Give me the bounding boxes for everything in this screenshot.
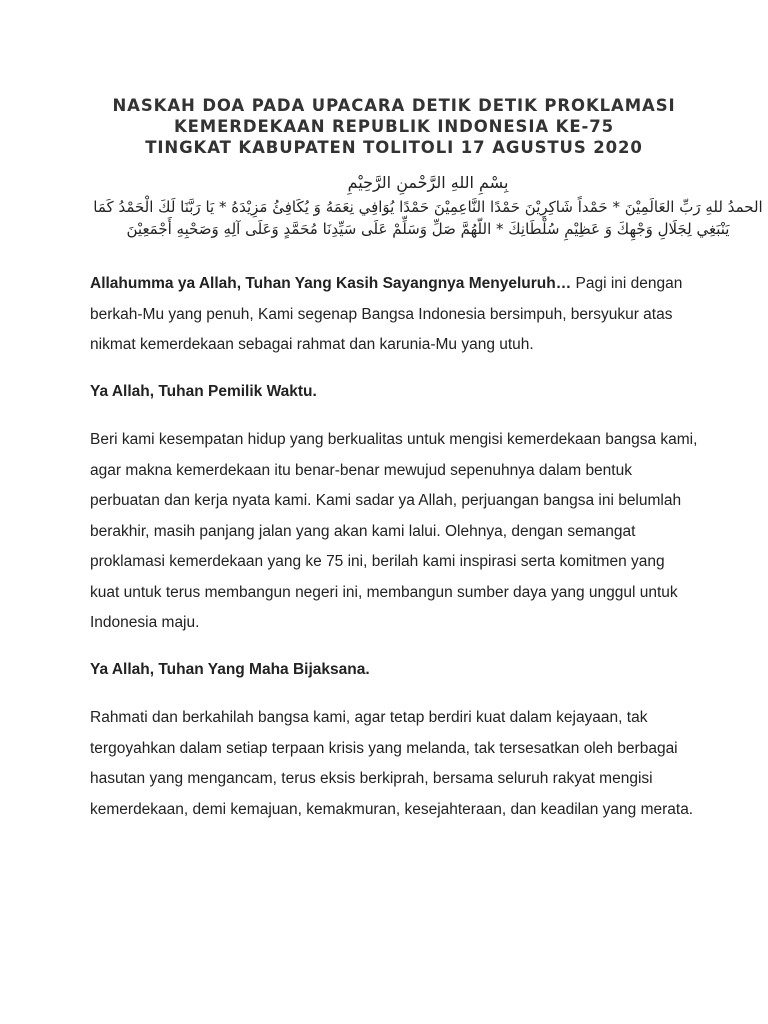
document-title (90, 0, 698, 158)
intro-paragraph (90, 269, 698, 361)
title-line-2: KEMERDEKAAN REPUBLIK INDONESIA KE-75 (173, 117, 615, 136)
title-line-1: NASKAH DOA PADA UPACARA DETIK DETIK PROKLAMASI (112, 96, 676, 115)
section-paragraph-pemilik-waktu: Beri kami kesempatan hidup yang berkualitas untuk mengisi kemerdekaan bangsa kami, agar makna kemerdekaan itu benar-benar mewujud sepenuhnya dalam bentuk perbuatan dan kerja nyata kami. Kami sadar ya Allah, perjuangan bangsa ini belumlah berakhir, masih panjang jalan yang akan kami lalui. Olehnya, dengan semangat proklamasi kemerdekaan yang ke 75 ini, berilah kami inspirasi serta komitmen yang kuat untuk terus membangun negeri ini, membangun sumber daya yang unggul untuk Indonesia maju. (90, 431, 698, 631)
prayer-body (90, 269, 698, 825)
arabic-hamdalah-text: الحمدُ للهِ رَبِّ العَالَمِيْنَ * حَمْداً شَاكِرِيْنَ حَمْدًا النَّاعِمِيْنَ حَمْدًا يُوَافِي نِعَمَهُ وَ يُكَافِئُ مَزِيْدَهُ * يَا رَبَّنَا لَكَ الْحَمْدُ كَمَا يَنْبَغِي لِجَلَالِ وَجْهِكَ وَ عَظِيْمِ سُلْطَانِكَ * اللّهُمَّ صَلِّ وَسَلِّمْ عَلَى سَيِّدِنَا مُحَمَّدٍ وَعَلَى آلِهِ وَصَحْبِهِ أَجْمَعِيْنَ (93, 198, 763, 238)
intro-lead: Allahumma ya Allah, Tuhan Yang Kasih Sayangnya Menyeluruh… (90, 275, 572, 292)
section-heading-pemilik-waktu: Ya Allah, Tuhan Pemilik Waktu. (90, 382, 317, 400)
title-line-3: TINGKAT KABUPATEN TOLITOLI 17 AGUSTUS 2020 (145, 138, 643, 157)
intro-text: Pagi ini dengan berkah-Mu yang penuh, Kami segenap Bangsa Indonesia bersimpuh, bersyukur atas nikmat kemerdekaan sebagai rahmat dan karunia-Mu yang utuh. (90, 275, 683, 353)
section-heading-maha-bijaksana: Ya Allah, Tuhan Yang Maha Bijaksana. (90, 660, 370, 678)
section-paragraph-maha-bijaksana: Rahmati dan berkahilah bangsa kami, agar tetap berdiri kuat dalam kejayaan, tak tergoyahkan dalam setiap terpaan krisis yang melanda, tak tersesatkan oleh berbagai hasutan yang mengancam, terus eksis berkiprah, bersama seluruh rakyat mengisi kemerdekaan, demi kemajuan, kemakmuran, kesejahteraan, dan keadilan yang merata. (90, 709, 694, 818)
arabic-prayer-opening (88, 172, 768, 240)
basmalah: بِسْمِ اللهِ الرَّحْمنِ الرَّحِيْمِ (347, 173, 509, 192)
